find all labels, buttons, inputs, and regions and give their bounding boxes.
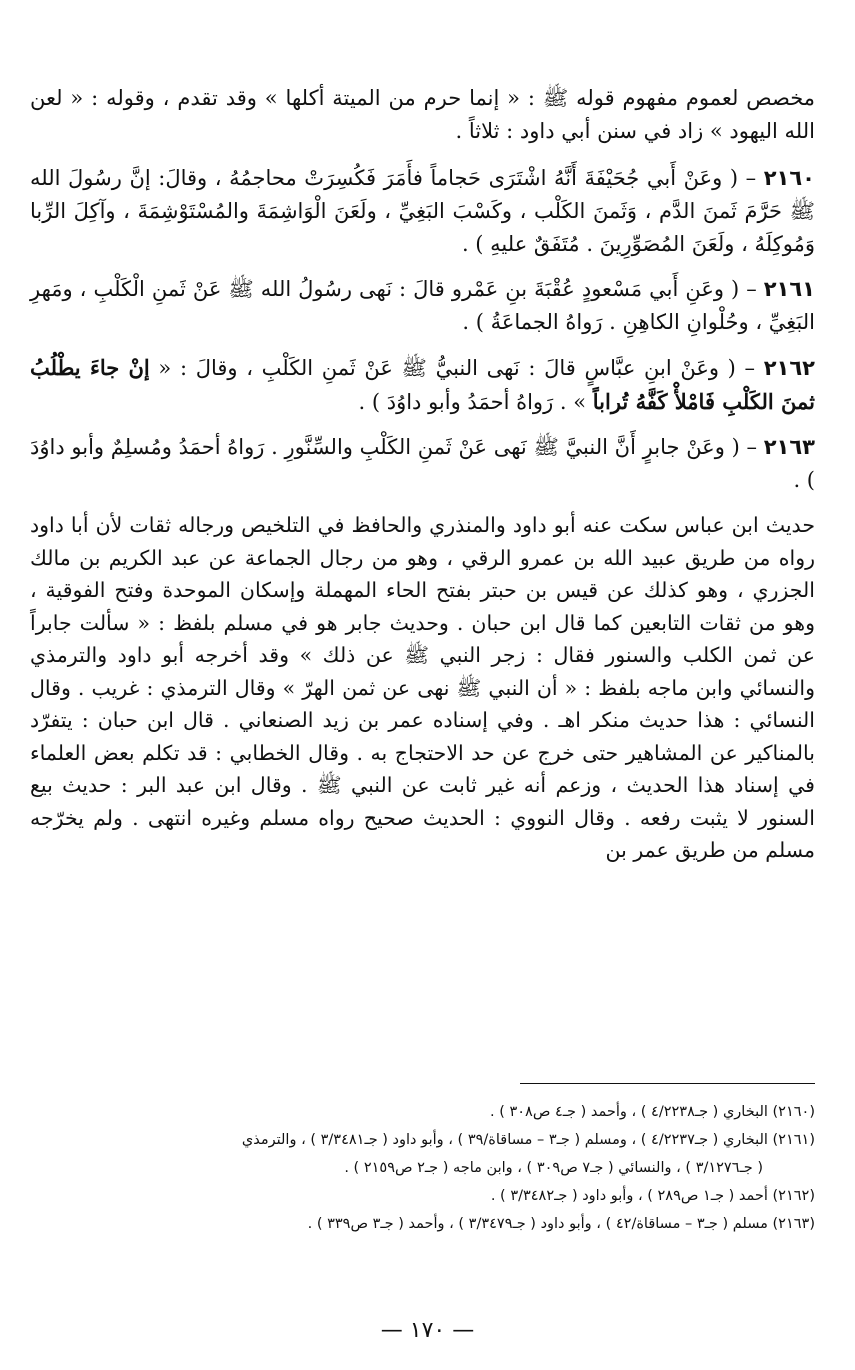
footnote-2163: (٢١٦٣) مسلم ( جـ٣ – مساقاة/٤٢ ) ، وأبو داود ( جـ٣/٣٤٧٩ ) ، وأحمد ( جـ٣ ص٣٣٩ ) .	[307, 1216, 815, 1232]
intro-paragraph: مخصص لعموم مفهوم قوله ﷺ : « إنما حرم من الميتة أكلها » وقد تقدم ، وقوله : « لعن الله اليهود » زاد في سنن أبي داود : ثلاثاً .	[30, 86, 815, 143]
hadith-number: ٢١٦٣	[763, 435, 815, 459]
hadith-2161	[30, 273, 815, 339]
hadith-text: – ( وعَنِ أَبي مَسْعودٍ عُقْبَةَ بنِ عَمْرو قالَ : نَهى رسُولُ الله ﷺ عَنْ ثَمنِ الْكَلْبِ ، ومَهرِ البَغِيِّ ، وحُلْوانِ الكاهِنِ . رَواهُ الجماعَةُ ) .	[30, 277, 815, 334]
commentary-paragraph: حديث ابن عباس سكت عنه أبو داود والمنذري والحافظ في التلخيص ورجاله ثقات لأن أبا داود رواه من طريق عبيد الله بن عمرو الرقي ، وهو من رجال الجماعة عن عبد الكريم بن مالك الجزري ، وهو كذلك عن قيس بن حبتر بفتح الحاء المهملة وإسكان الموحدة وفتح الفوقية ، وهو من ثقات التابعين كما قال ابن حبان . وحديث جابر هو في مسلم بلفظ : « سألت جابراً عن ثمن الكلب والسنور فقال : زجر النبي ﷺ عن ذلك » وقد أخرجه أبو داود والترمذي والنسائي وابن ماجه بلفظ : « أن النبي ﷺ نهى عن ثمن الهرّ » وقال الترمذي : غريب . وقال النسائي : هذا حديث منكر اهـ . وفي إسناده عمر بن زيد الصنعاني . قال ابن حبان : يتفرّد بالمناكير عن المشاهير حتى خرج عن حد الاحتجاج به . وقال الخطابي : قد تكلم بعض العلماء في إسناد هذا الحديث ، وزعم أنه غير ثابت عن النبي ﷺ . وقال ابن عبد البر : حديث بيع السنور لا يثبت رفعه . وقال النووي : الحديث صحيح رواه مسلم وغيره انتهى . ولم يخرّجه مسلم من طريق عمر بن	[30, 513, 815, 862]
hadith-text: – ( وعَنْ ابنِ عبَّاسٍ قالَ : نَهى النبيُّ ﷺ عَنْ ثَمنِ الكَلْبِ ، وقالَ : «	[149, 356, 764, 380]
hadith-2163	[30, 431, 815, 497]
hadith-number: ٢١٦٠	[763, 166, 815, 190]
page-number: — ١٧٠ —	[380, 1318, 475, 1343]
hadith-text: – ( وعَنْ أَبي جُحَيْفَةَ أَنَّهُ اشْتَرَى حَجاماً فأَمَرَ فَكُسِرَتْ محاجمُهُ ، وقالَ: إنَّ رسُولَ الله ﷺ حَرَّمَ ثَمنَ الدَّم ، وَثَمنَ الكَلْب ، وكَسْبَ البَغِيِّ ، ولَعَنَ الْوَاشِمَةَ والمُسْتَوْشِمَةَ ، وآكِلَ الرِّبا وَمُوكِلَهُ ، ولَعَنَ المُصَوِّرِينَ . مُتَفَقٌ عليهِ ) .	[30, 166, 815, 256]
footnotes	[30, 1098, 815, 1238]
hadith-text: – ( وعَنْ جابرٍ أَنَّ النبيَّ ﷺ نَهى عَنْ ثَمنِ الكَلْبِ والسِّنَّورِ . رَواهُ أحمَدُ ومُسلِمٌ وأبو داوُدَ ) .	[30, 435, 815, 492]
hadith-number: ٢١٦٢	[763, 356, 815, 380]
footnote-2161-continuation: ( جـ٣/١٢٧٦ ) ، والنسائي ( جـ٧ ص٣٠٩ ) ، وابن ماجه ( جـ٢ ص٢١٥٩ ) .	[344, 1160, 763, 1176]
footnote-2160: (٢١٦٠) البخاري ( جـ٤/٢٢٣٨ ) ، وأحمد ( جـ٤ ص٣٠٨ ) .	[489, 1104, 815, 1120]
footnote-2161: (٢١٦١) البخاري ( جـ٤/٢٢٣٧ ) ، ومسلم ( جـ٣ – مساقاة/٣٩ ) ، وأبو داود ( جـ٣/٣٤٨١ ) ، والترمذي	[241, 1132, 815, 1148]
page-body	[30, 82, 815, 887]
footnote-divider	[520, 1083, 815, 1084]
hadith-quote-bold: إنْ جاءَ يطْلُبُ ثمنَ الكَلْبِ فَامْلأْ كَفَّهُ تُراباً	[30, 355, 815, 414]
hadith-text-end: » . رَواهُ أحمَدُ وأبو داوُدَ ) .	[358, 390, 593, 414]
hadith-2162	[30, 351, 815, 419]
footnote-2162: (٢١٦٢) أحمد ( جـ١ ص٢٨٩ ) ، وأبو داود ( جـ٣/٣٤٨٢ ) .	[490, 1188, 815, 1204]
hadith-number: ٢١٦١	[763, 277, 815, 301]
hadith-2160	[30, 162, 815, 261]
